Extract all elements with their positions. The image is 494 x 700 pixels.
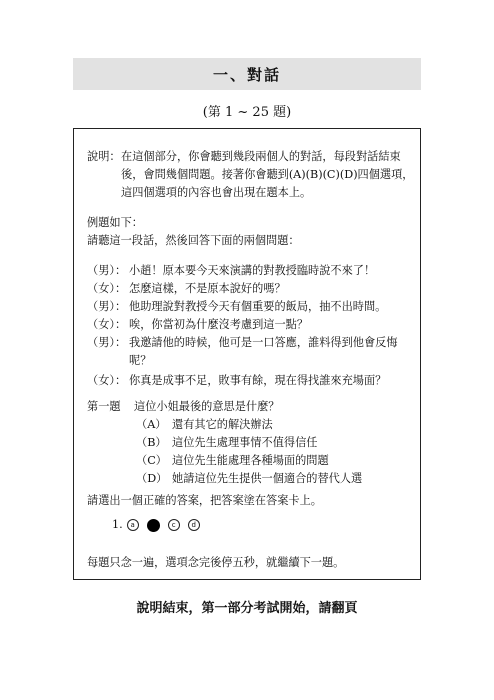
option-text: 這位先生處理事情不值得信任	[172, 436, 318, 449]
instructions-line: 在這個部分，你會聽到幾段兩個人的對話，每段對話結束	[121, 150, 401, 163]
dialogue-line: 我邀請他的時候，他可是一口答應，誰料得到他會反悔	[129, 336, 398, 349]
speaker-label: （男）：	[87, 336, 127, 349]
dialogue-line: 小趙！原本要今天來演講的對教授臨時說不來了！	[129, 264, 376, 277]
instructions-label: 說明：	[87, 150, 121, 163]
instructions-line: 這四個選項的內容也會出現在題本上。	[121, 186, 312, 199]
option-letter: （A）	[136, 418, 167, 431]
closing-note: 每題只念一遍，選項念完後停五秒，就繼續下一題。	[87, 556, 345, 569]
answer-instruction: 請選出一個正確的答案，把答案塗在答案卡上。	[87, 494, 322, 507]
instruction-box	[73, 128, 421, 580]
answer-bubble-c: c	[168, 519, 180, 531]
speaker-label: （女）：	[87, 282, 127, 295]
answer-example-row	[112, 517, 204, 533]
option-letter: （C）	[136, 454, 167, 467]
dialogue-line: 你真是成事不足，敗事有餘，現在得找誰來充場面？	[129, 374, 387, 387]
dialogue-line: 他助理說對教授今天有個重要的飯局，抽不出時間。	[129, 300, 387, 313]
option-text: 還有其它的解決辦法	[172, 418, 273, 431]
question-stem: 這位小姐最後的意思是什麼？	[134, 400, 280, 413]
speaker-label: （女）：	[87, 374, 127, 387]
footer-note: 說明結束，第一部分考試開始，請翻頁	[136, 601, 358, 616]
example-prompt: 請聽這一段話，然後回答下面的兩個問題：	[87, 234, 300, 247]
example-heading: 例題如下：	[87, 216, 143, 229]
answer-bubble-d: d	[188, 519, 200, 531]
answer-bubble-a: a	[127, 519, 139, 531]
speaker-label: （男）：	[87, 300, 127, 313]
dialogue-line: 呢？	[129, 354, 152, 367]
question-range: (第 1 ~ 25 題)	[202, 105, 292, 120]
section-title: 一、對話	[73, 58, 421, 90]
answer-bubble-b-filled	[147, 519, 160, 532]
answer-item-number: 1.	[112, 518, 123, 531]
speaker-label: （男）：	[87, 264, 127, 277]
option-letter: （B）	[136, 436, 167, 449]
instructions-line: 後，會問幾個問題。接著你會聽到(A)(B)(C)(D)四個選項，	[121, 168, 414, 181]
option-text: 她請這位先生提供一個適合的替代人選	[172, 472, 363, 485]
option-letter: （D）	[136, 472, 168, 485]
question-number: 第一題	[87, 400, 121, 413]
speaker-label: （女）：	[87, 318, 127, 331]
dialogue-line: 唉，你當初為什麼沒考慮到這一點？	[129, 318, 309, 331]
option-text: 這位先生能處理各種場面的問題	[172, 454, 329, 467]
dialogue-line: 怎麼這樣，不是原本說好的嗎？	[129, 282, 286, 295]
